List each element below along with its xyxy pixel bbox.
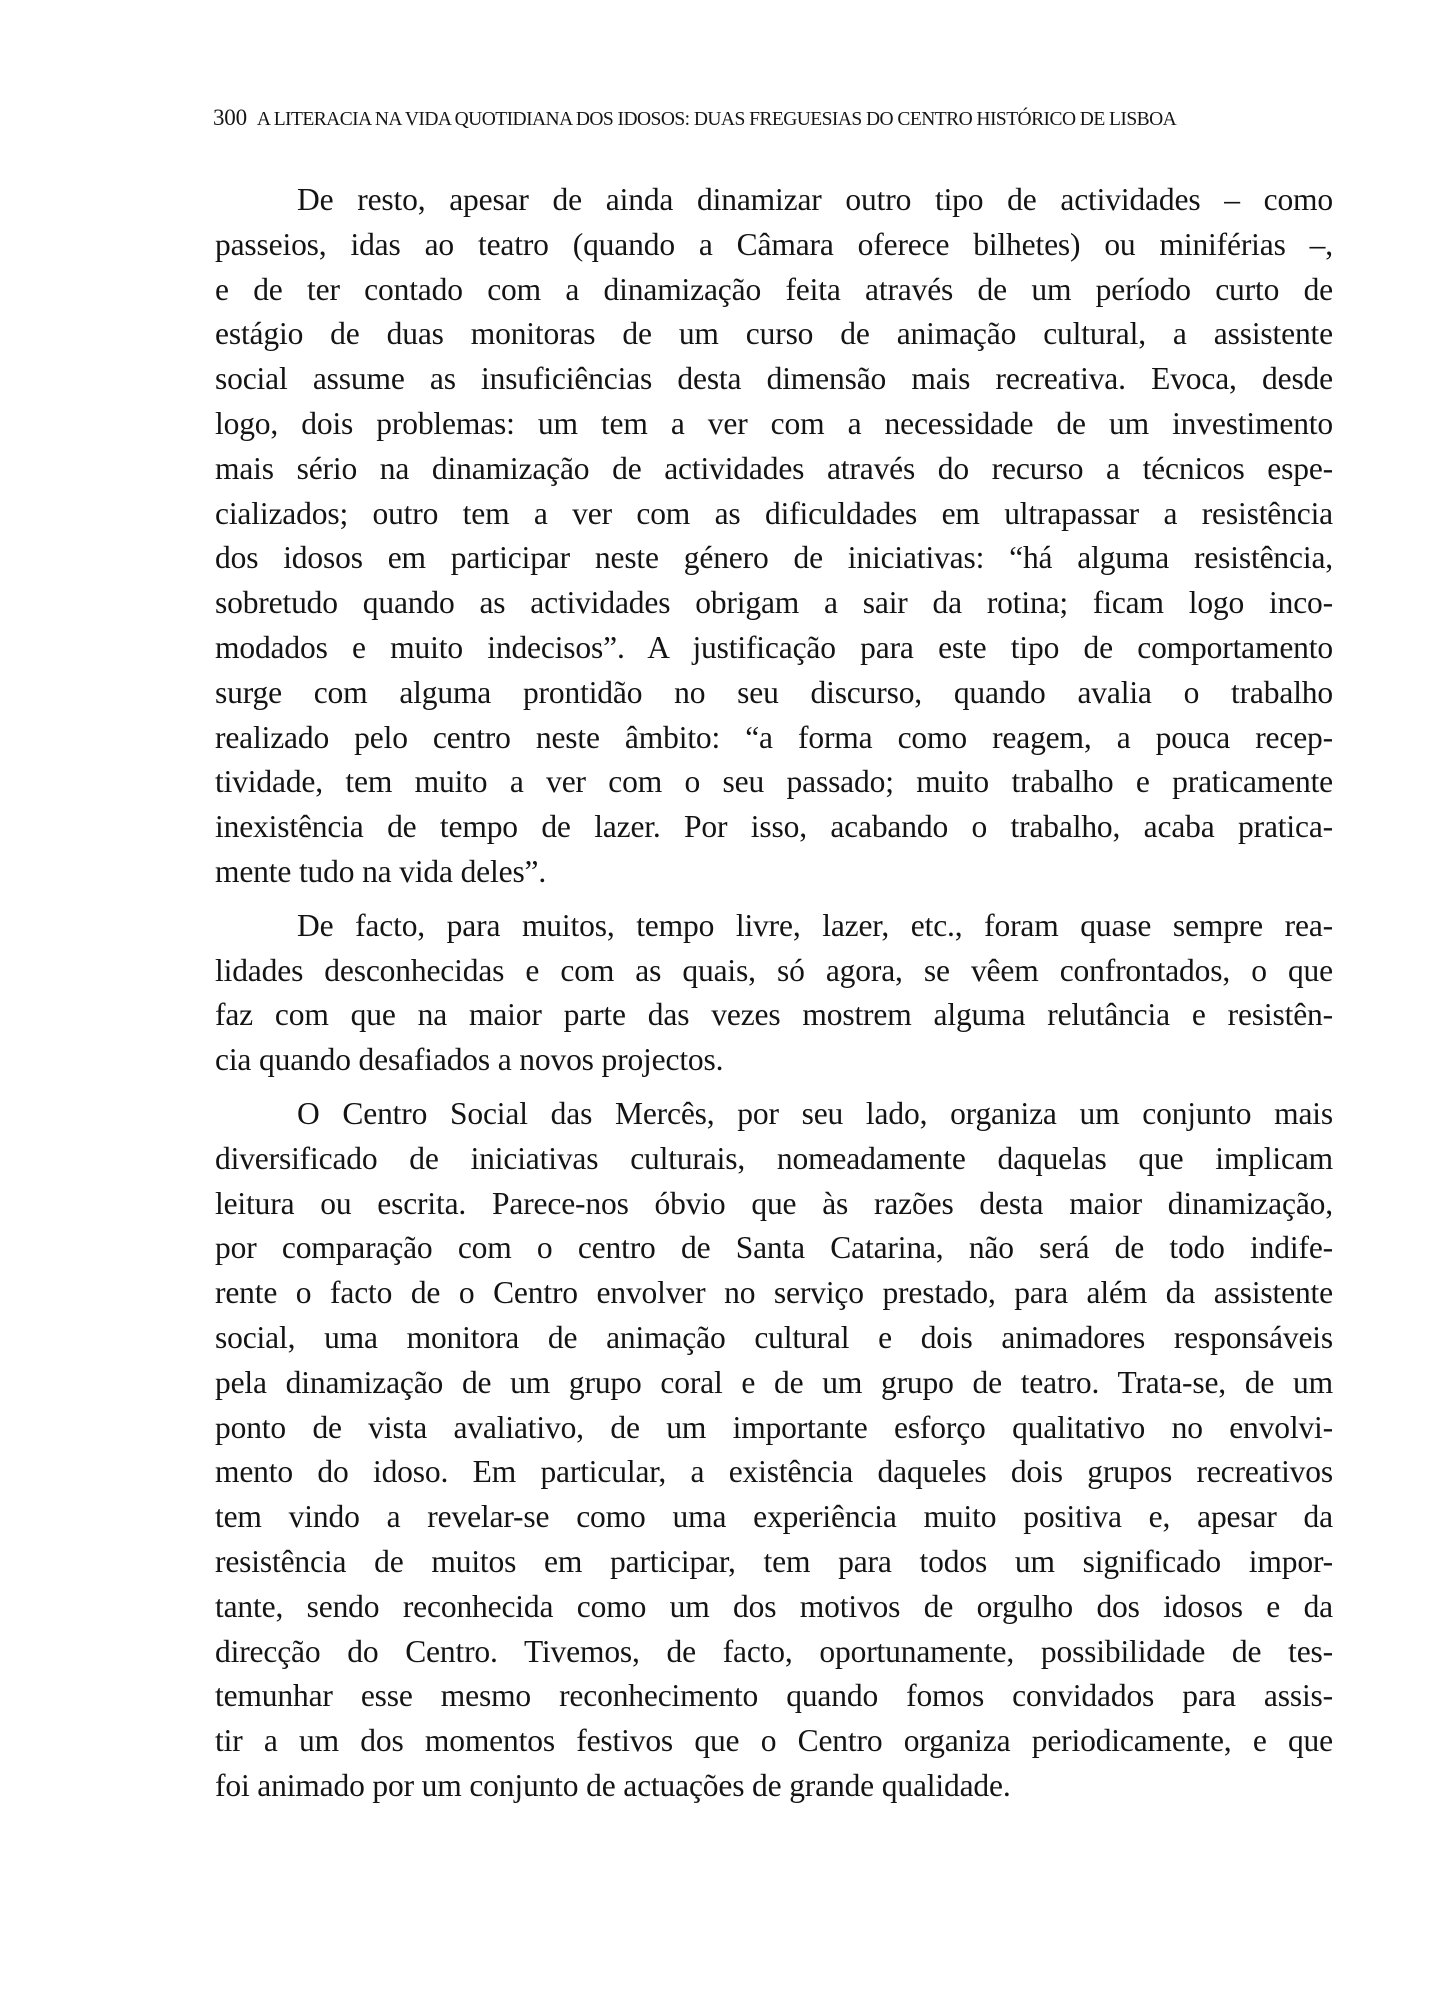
text-line: leitura ou escrita. Parece-nos óbvio que às razões desta maior dinamização, xyxy=(215,1185,1333,1221)
text-line: social assume as insuficiências desta dimensão mais recreativa. Evoca, desde xyxy=(215,361,1333,397)
text-line: tir a um dos momentos festivos que o Centro organiza periodicamente, e que xyxy=(215,1723,1333,1759)
text-line: sobretudo quando as actividades obrigam a sair da rotina; ficam logo inco- xyxy=(215,585,1333,621)
text-line: cia quando desafiados a novos projectos. xyxy=(215,1042,724,1078)
text-line: O Centro Social das Mercês, por seu lado, organiza um conjunto mais xyxy=(297,1095,1333,1131)
text-line: foi animado por um conjunto de actuações de grande qualidade. xyxy=(215,1767,1011,1803)
paragraph xyxy=(215,1092,1333,1809)
text-line: direcção do Centro. Tivemos, de facto, oportunamente, possibilidade de tes- xyxy=(215,1633,1333,1669)
paragraph xyxy=(215,904,1333,1083)
body-text xyxy=(215,178,1333,1818)
paragraph xyxy=(215,178,1333,895)
text-line: logo, dois problemas: um tem a ver com a necessidade de um investimento xyxy=(215,405,1333,441)
text-line: e de ter contado com a dinamização feita através de um período curto de xyxy=(215,271,1333,307)
text-line: passeios, idas ao teatro (quando a Câmara oferece bilhetes) ou miniférias –, xyxy=(215,226,1333,262)
page-number: 300 xyxy=(213,105,247,130)
running-title: A LITERACIA NA VIDA QUOTIDIANA DOS IDOSOS: DUAS FREGUESIAS DO CENTRO HISTÓRICO DE LISBOA xyxy=(256,109,1177,130)
text-line: social, uma monitora de animação cultural e dois animadores responsáveis xyxy=(215,1319,1333,1355)
text-line: tem vindo a revelar-se como uma experiência muito positiva e, apesar da xyxy=(215,1499,1333,1535)
text-line: tante, sendo reconhecida como um dos motivos de orgulho dos idosos e da xyxy=(215,1588,1333,1624)
text-line: faz com que na maior parte das vezes mostrem alguma relutância e resistên- xyxy=(215,997,1333,1033)
text-line: mente tudo na vida deles”. xyxy=(215,853,547,889)
text-line: pela dinamização de um grupo coral e de um grupo de teatro. Trata-se, de um xyxy=(215,1364,1333,1400)
text-line: De facto, para muitos, tempo livre, lazer, etc., foram quase sempre rea- xyxy=(297,907,1333,943)
text-line: modados e muito indecisos”. A justificação para este tipo de comportamento xyxy=(215,629,1333,665)
text-line: De resto, apesar de ainda dinamizar outro tipo de actividades – como xyxy=(297,182,1333,217)
text-line: mento do idoso. Em particular, a existência daqueles dois grupos recreativos xyxy=(215,1454,1333,1490)
text-line: dos idosos em participar neste género de iniciativas: “há alguma resistência, xyxy=(215,540,1333,576)
text-line: ponto de vista avaliativo, de um importante esforço qualitativo no envolvi- xyxy=(215,1409,1333,1445)
text-line: temunhar esse mesmo reconhecimento quando fomos convidados para assis- xyxy=(215,1678,1333,1714)
text-line: resistência de muitos em participar, tem para todos um significado impor- xyxy=(215,1543,1333,1579)
text-line: cializados; outro tem a ver com as dificuldades em ultrapassar a resistência xyxy=(215,495,1333,531)
text-line: rente o facto de o Centro envolver no serviço prestado, para além da assistente xyxy=(215,1275,1333,1311)
text-line: por comparação com o centro de Santa Catarina, não será de todo indife- xyxy=(215,1230,1333,1266)
text-line: tividade, tem muito a ver com o seu passado; muito trabalho e praticamente xyxy=(215,764,1333,800)
text-line: surge com alguma prontidão no seu discurso, quando avalia o trabalho xyxy=(215,674,1333,710)
text-line: mais sério na dinamização de actividades através do recurso a técnicos espe- xyxy=(215,450,1333,486)
text-line: lidades desconhecidas e com as quais, só agora, se vêem confrontados, o que xyxy=(215,952,1333,988)
text-line: inexistência de tempo de lazer. Por isso, acabando o trabalho, acaba pratica- xyxy=(215,809,1333,845)
text-line: estágio de duas monitoras de um curso de animação cultural, a assistente xyxy=(215,316,1333,352)
text-line: diversificado de iniciativas culturais, nomeadamente daquelas que implicam xyxy=(215,1140,1333,1176)
running-header xyxy=(213,104,1333,134)
text-line: realizado pelo centro neste âmbito: “a forma como reagem, a pouca recep- xyxy=(215,719,1333,755)
